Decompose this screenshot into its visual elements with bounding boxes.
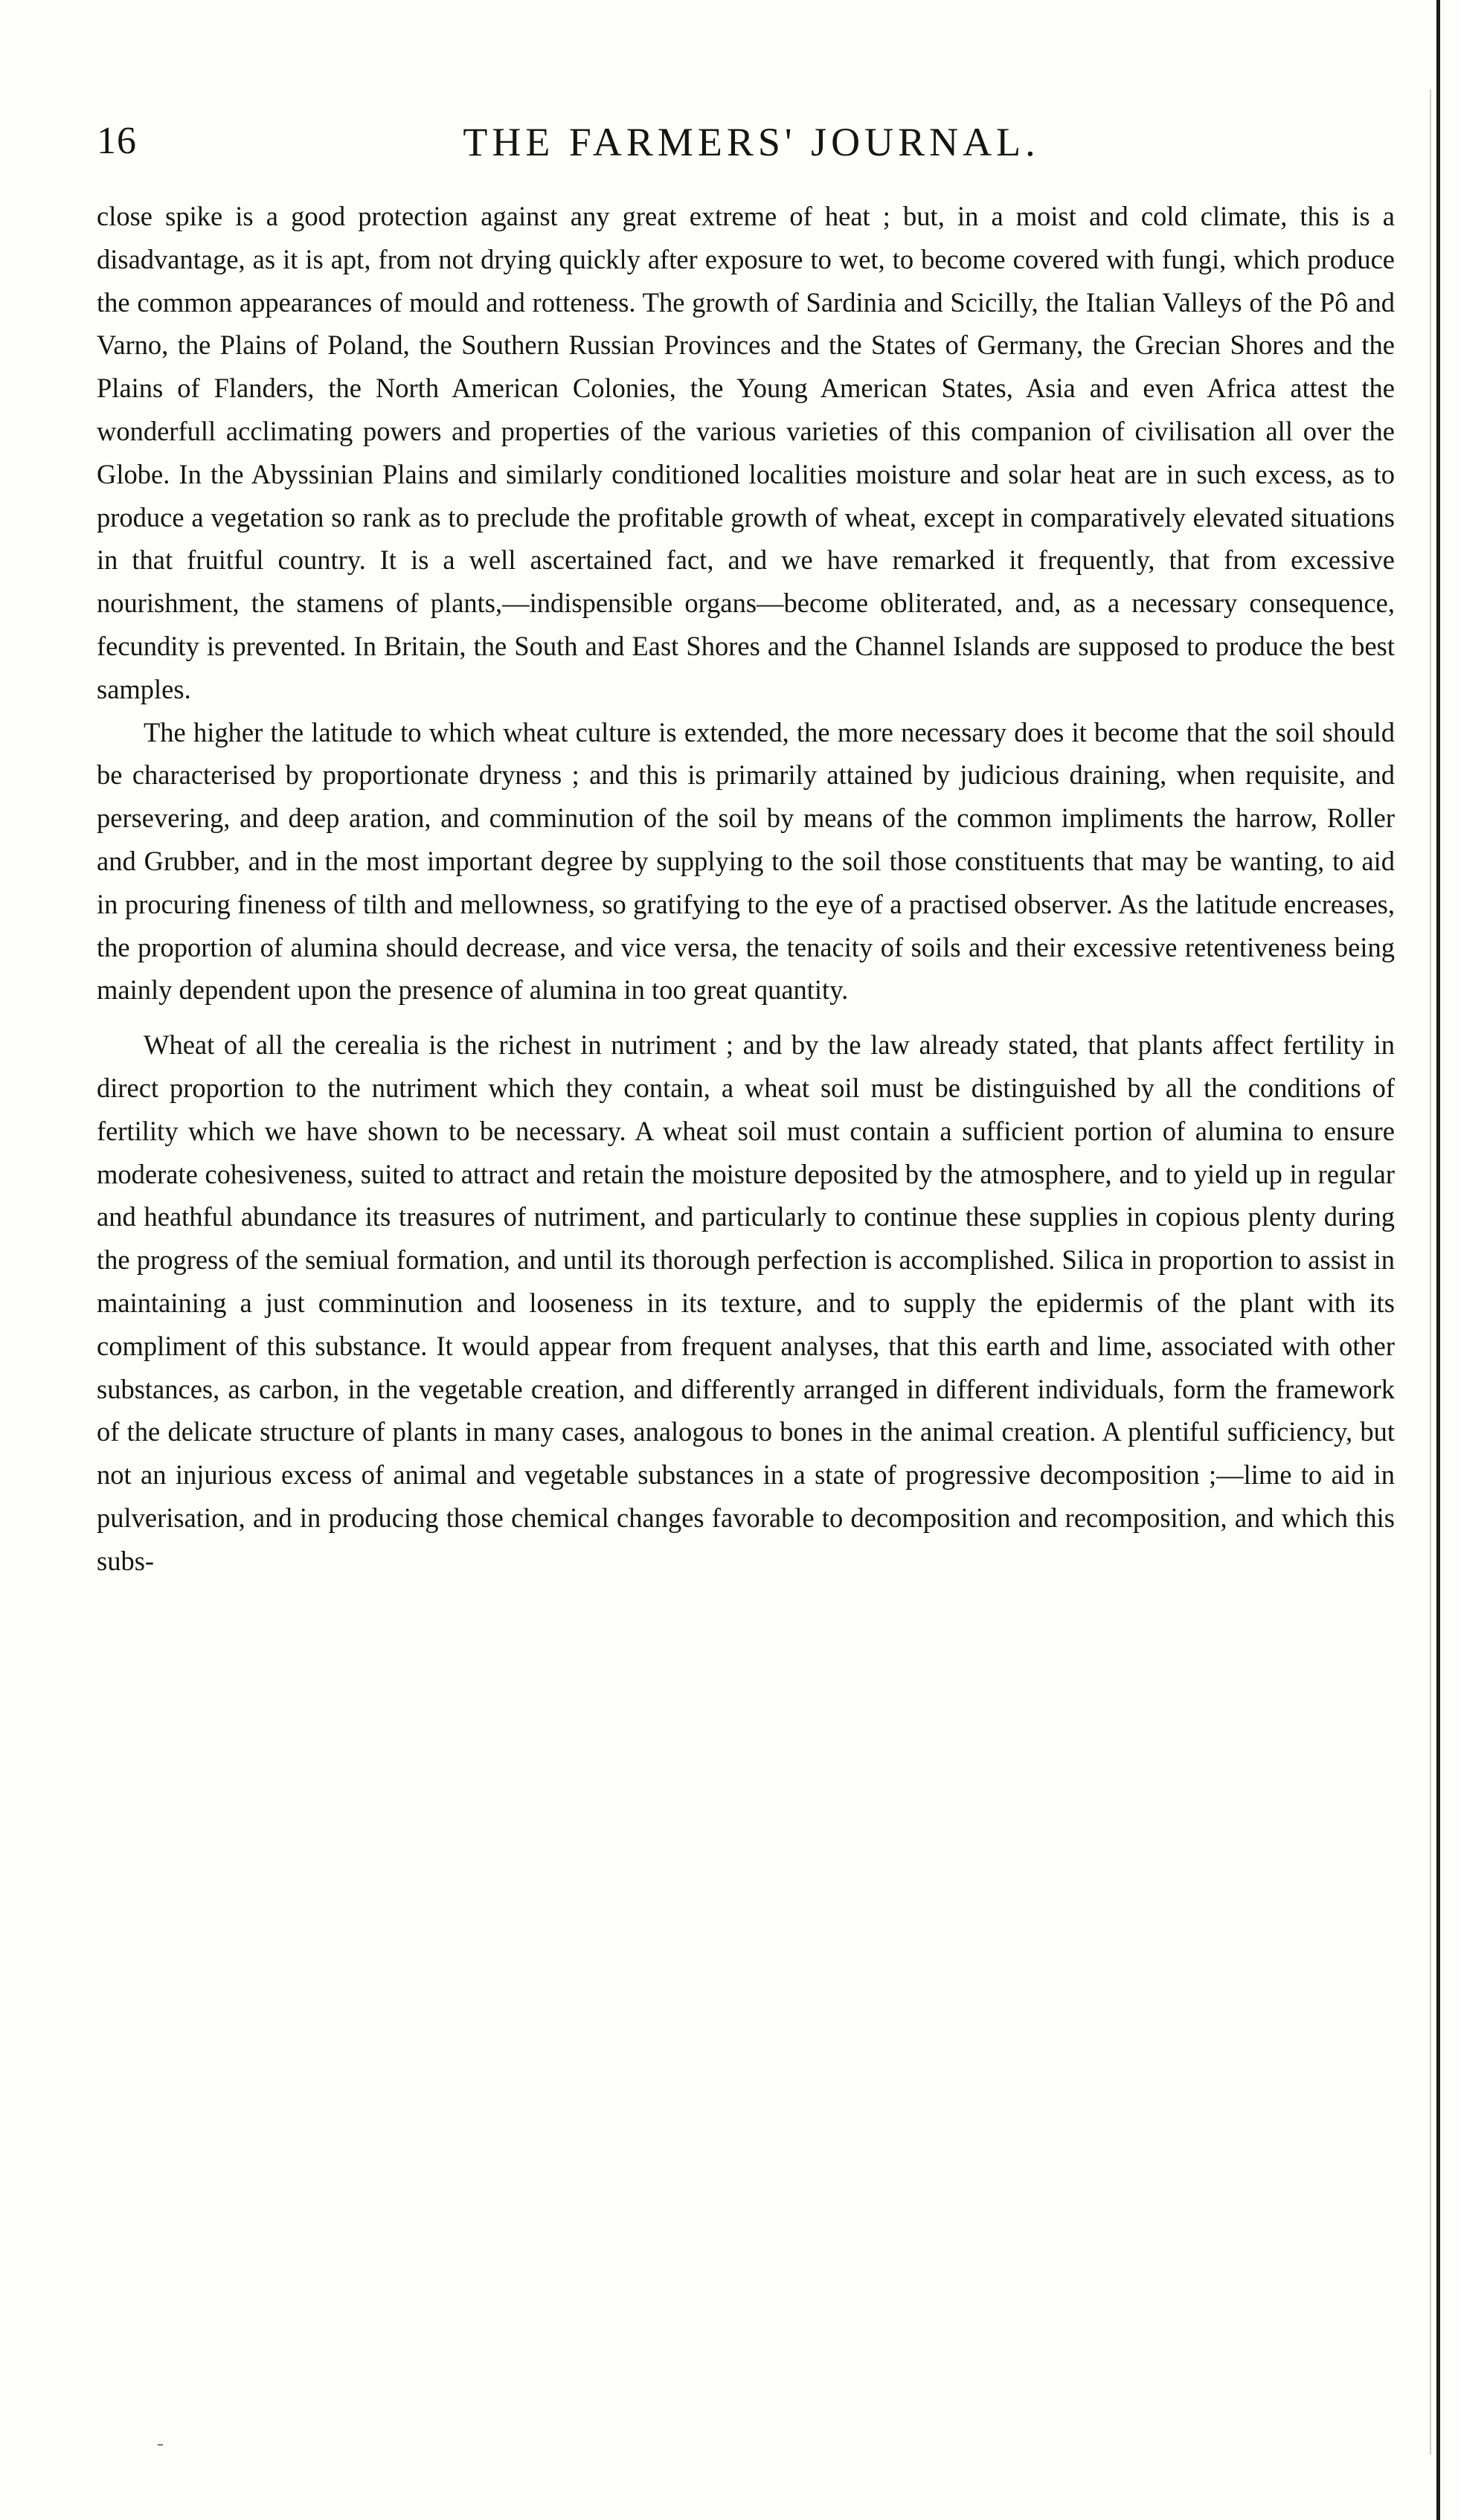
page-edge-shadow bbox=[1430, 89, 1431, 2455]
page-number: 16 bbox=[97, 120, 137, 162]
paragraph-3: Wheat of all the cerealia is the richest in nutriment ; and by the law already stated, that plants affect fertility in direct proportion to the nutriment which they contain, a wheat soil must be distinguished by all the conditions of fertility which we have shown to be necessary. A wheat soil must contain a sufficient portion of alumina to ensure moderate cohesiveness, suited to attract and retain the moisture deposited by the atmosphere, and to yield up in regular and heathful abundance its treasures of nutriment, and particularly to continue these supplies in copious plenty during the progress of the semiual formation, and until its thorough perfection is accomplished. Silica in proportion to assist in maintaining a just comminution and looseness in its texture, and to supply the epidermis of the plant with its compliment of this substance. It would appear from frequent analyses, that this earth and lime, associated with other substances, as carbon, in the vegetable creation, and differently arranged in different individuals, form the framework of the delicate structure of plants in many cases, analogous to bones in the animal creation. A plentiful sufficiency, but not an injurious excess of animal and vegetable substances in a state of progressive decomposition ;—lime to aid in pulverisation, and in producing those chemical changes favorable to decomposition and recomposition, and which this subs- bbox=[97, 1029, 1395, 1576]
paragraph-2: The higher the latitude to which wheat culture is extended, the more necessary does it become that the soil should be characterised by proportionate dryness ; and this is primarily attained by judicious draining, when requisite, and persevering, and deep aration, and comminution of the soil by means of the common impliments the harrow, Roller and Grubber, and in the most important degree by supplying to the soil those constituents that may be wanting, to aid in procuring fineness of tilth and mellowness, so gratifying to the eye of a practised observer. As the latitude encreases, the proportion of alumina should decrease, and vice versa, the tenacity of soils and their excessive retentiveness being mainly dependent upon the presence of alumina in too great quantity. bbox=[97, 716, 1395, 1006]
stray-ink-mark bbox=[158, 2444, 163, 2446]
paragraph-1: close spike is a good protection against any great extreme of heat ; but, in a moist and cold climate, this is a disadvantage, as it is apt, from not drying quickly after exposure to wet, to become covered with fungi, which produce the common appearances of mould and rotteness. The growth of Sardinia and Scicilly, the Italian Valleys of the Pô and Varno, the Plains of Poland, the Southern Russian Provinces and the States of Germany, the Grecian Shores and the Plains of Flanders, the North American Colonies, the Young American States, Asia and even Africa attest the wonderfull acclimating powers and properties of the various varieties of this companion of civilisation all over the Globe. In the Abyssinian Plains and similarly conditioned localities moisture and solar heat are in such excess, as to produce a vegetation so rank as to preclude the profitable growth of wheat, except in comparatively elevated situations in that fruitful country. It is a well ascertained fact, and we have remarked it frequently, that from excessive nourishment, the stamens of plants,—indispensible organs—become obliterated, and, as a necessary consequence, fecundity is prevented. In Britain, the South and East Shores and the Channel Islands are supposed to produce the best samples. bbox=[97, 201, 1395, 704]
page-header bbox=[97, 119, 1406, 179]
page-edge-rule bbox=[1436, 0, 1440, 2520]
body-text bbox=[97, 195, 1395, 1583]
running-head: THE FARMERS' JOURNAL. bbox=[463, 120, 1040, 164]
